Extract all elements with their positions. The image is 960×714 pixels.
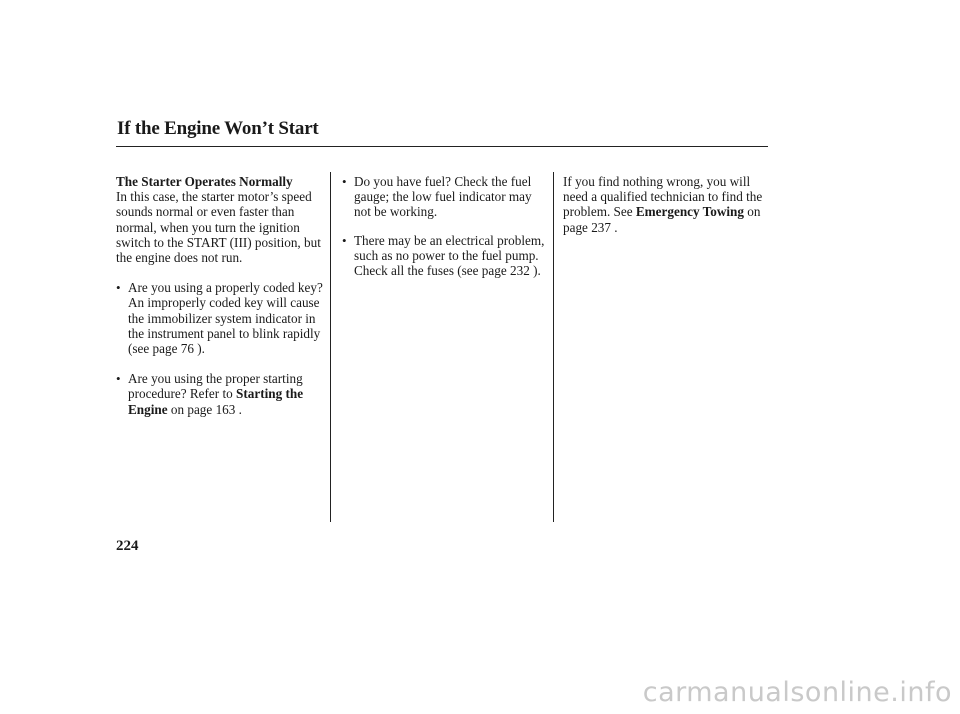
column-divider-1: [330, 172, 331, 522]
bullet-end: ).: [533, 263, 541, 279]
column-3: [563, 174, 768, 235]
link-emergency-towing[interactable]: Emergency Towing: [635, 204, 744, 220]
bullet-dot: •: [116, 280, 121, 296]
column-2: [342, 174, 546, 278]
page-ref-76[interactable]: 76: [180, 341, 194, 357]
link-starting-the-engine[interactable]: Starting the Engine: [128, 386, 304, 417]
bullet-coded-key: [116, 280, 328, 356]
col3-end: .: [614, 219, 618, 235]
bullet-fuel-text: Do you have fuel? Check the fuel gauge; the low fuel indicator may not be working.: [354, 174, 532, 220]
page-ref-163[interactable]: 163: [215, 401, 236, 417]
page-title: If the Engine Won’t Start: [117, 118, 319, 139]
title-rule: [116, 146, 768, 147]
page-ref-237[interactable]: 237: [591, 219, 611, 235]
bullet-dot: •: [342, 174, 347, 189]
column-3-paragraph: [563, 174, 768, 235]
bullet-fuel: [342, 174, 546, 220]
column-1: [116, 174, 328, 417]
col3-text: If you find nothing wrong, you will need a qualified technician to find the problem. See: [563, 174, 763, 220]
bullet-starting-procedure: [116, 371, 328, 417]
watermark: carmanualsonline.info: [642, 677, 952, 708]
bullet-electrical-text: There may be an electrical problem, such as no power to the fuel pump. Check all the fuses (see page: [354, 232, 545, 279]
bullet-dot: •: [116, 371, 121, 387]
intro-paragraph: In this case, the starter motor’s speed sounds normal or even faster than normal, when you turn the ignition switch to the START (III) position, but the engine does not run.: [116, 189, 321, 266]
bullet-dot: •: [342, 232, 347, 248]
column-divider-2: [553, 172, 554, 522]
section-heading: The Starter Operates Normally: [116, 174, 293, 189]
bullet-starting-text: Are you using the proper starting procedure? Refer to: [128, 371, 303, 402]
page-number: 224: [116, 538, 139, 554]
bullet-starting-text2: on page: [170, 401, 213, 417]
page-ref-232[interactable]: 232: [510, 263, 530, 279]
col3-text2: on page: [563, 204, 761, 235]
bullet-end: .: [238, 401, 242, 417]
bullet-electrical: [342, 233, 546, 279]
bullet-coded-key-text: Are you using a properly coded key? An improperly coded key will cause the immobilizer system indicator in the instrument panel to blink rapidly (see page: [128, 280, 323, 357]
bullet-end: ).: [197, 341, 205, 357]
